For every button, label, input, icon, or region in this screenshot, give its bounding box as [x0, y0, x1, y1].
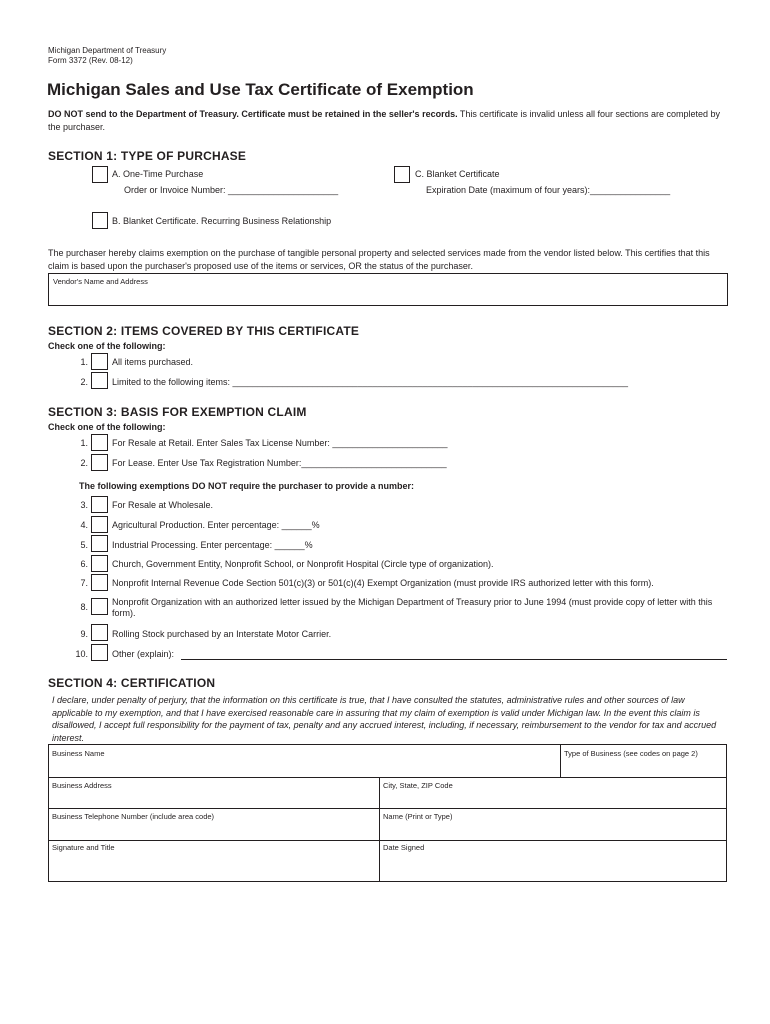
one-time-purchase-label: A. One-Time Purchase [112, 169, 204, 179]
item-number: 1. [80, 357, 88, 367]
sales-tax-license-field[interactable]: For Resale at Retail. Enter Sales Tax License Number: _______________________ [112, 438, 448, 448]
retention-notice-bold: DO NOT send to the Department of Treasury. Certificate must be retained in the seller's records. [48, 109, 458, 119]
all-items-label: All items purchased. [112, 357, 194, 367]
church-government-label: Church, Government Entity, Nonprofit School, or Nonprofit Hospital (Circle type of organization). [112, 559, 494, 569]
divider [48, 840, 727, 841]
item-number: 2. [80, 458, 88, 468]
resale-retail-checkbox[interactable] [91, 434, 108, 451]
agricultural-checkbox[interactable] [91, 516, 108, 533]
item-number: 4. [80, 520, 88, 530]
item-number: 6. [80, 559, 88, 569]
item-number: 10. [75, 649, 88, 659]
blanket-certificate-c-label: C. Blanket Certificate [415, 169, 500, 179]
certification-declaration: I declare, under penalty of perjury, that the information on this certificate is true, that I have consulted the statutes, administrative rules and other sources of law applicable to my exemption, and that I have exercised reasonable care in assuring that my claim of exemption is valid under Michigan law. In the event this claim is disallowed, I accept full responsibility for the payment of tax, penalty and any accrued interest, including, if necessary, reimbursement to the vendor for tax and accrued interest. [52, 695, 717, 743]
other-checkbox[interactable] [91, 644, 108, 661]
retention-notice-rest: This certificate is invalid unless all four sections are completed by the purchaser. [48, 109, 721, 132]
date-signed-field[interactable]: Date Signed [383, 843, 425, 852]
name-print-field[interactable]: Name (Print or Type) [383, 812, 453, 821]
nonprofit-irs-label: Nonprofit Internal Revenue Code Section 501(c)(3) or 501(c)(4) Exempt Organization (must provide IRS authorized letter with this form). [112, 578, 654, 588]
blanket-certificate-b-label: B. Blanket Certificate. Recurring Business Relationship [112, 216, 332, 226]
divider [48, 777, 727, 778]
lease-checkbox[interactable] [91, 454, 108, 471]
business-name-field[interactable]: Business Name [52, 749, 105, 758]
item-number: 3. [80, 500, 88, 510]
resale-wholesale-checkbox[interactable] [91, 496, 108, 513]
type-of-business-field[interactable]: Type of Business (see codes on page 2) [564, 749, 698, 758]
section2-heading: SECTION 2: ITEMS COVERED BY THIS CERTIFICATE [48, 324, 360, 338]
page-title: Michigan Sales and Use Tax Certificate of Exemption [47, 80, 474, 99]
use-tax-registration-field[interactable]: For Lease. Enter Use Tax Registration Number:_____________________________ [112, 458, 447, 468]
limited-items-checkbox[interactable] [91, 372, 108, 389]
industrial-checkbox[interactable] [91, 535, 108, 552]
item-number: 8. [80, 602, 88, 612]
item-number: 2. [80, 377, 88, 387]
business-address-field[interactable]: Business Address [52, 781, 112, 790]
blanket-certificate-c-checkbox[interactable] [394, 166, 410, 183]
one-time-purchase-checkbox[interactable] [92, 166, 108, 183]
item-number: 5. [80, 540, 88, 550]
signature-title-field[interactable]: Signature and Title [52, 843, 115, 852]
item-number: 7. [80, 578, 88, 588]
department-name: Michigan Department of Treasury [48, 46, 167, 55]
item-number: 9. [80, 629, 88, 639]
section3-check-one: Check one of the following: [48, 422, 166, 432]
section3-heading: SECTION 3: BASIS FOR EXEMPTION CLAIM [48, 405, 307, 419]
form-number: Form 3372 (Rev. 08-12) [48, 56, 133, 65]
all-items-checkbox[interactable] [91, 353, 108, 370]
divider [48, 808, 727, 809]
section2-check-one: Check one of the following: [48, 341, 166, 351]
divider [560, 744, 561, 777]
retention-notice [48, 108, 728, 134]
nonprofit-treasury-label: Nonprofit Organization with an authorized letter issued by the Michigan Department of Treasury prior to June 1994 (must provide copy of letter with this form). [112, 597, 713, 618]
vendor-name-address-label: Vendor's Name and Address [53, 277, 148, 286]
section1-heading: SECTION 1: TYPE OF PURCHASE [48, 149, 247, 163]
industrial-percentage-field[interactable]: Industrial Processing. Enter percentage: ______% [112, 540, 313, 550]
agricultural-percentage-field[interactable]: Agricultural Production. Enter percentage: ______% [112, 520, 320, 530]
rolling-stock-checkbox[interactable] [91, 624, 108, 641]
purchaser-claim-text: The purchaser hereby claims exemption on the purchase of tangible personal property and selected services made from the vendor listed below. This certifies that this claim is based upon the purchaser's proposed use of the items or services, OR the status of the purchaser. [48, 248, 710, 271]
no-number-note: The following exemptions DO NOT require the purchaser to provide a number: [79, 481, 415, 491]
rolling-stock-label: Rolling Stock purchased by an Interstate Motor Carrier. [112, 629, 332, 639]
nonprofit-treasury-checkbox[interactable] [91, 598, 108, 615]
limited-items-field[interactable]: Limited to the following items: _______________________________________________________________________________ [112, 377, 628, 387]
city-state-zip-field[interactable]: City, State, ZIP Code [383, 781, 453, 790]
blanket-certificate-b-checkbox[interactable] [92, 212, 108, 229]
section4-heading: SECTION 4: CERTIFICATION [48, 676, 216, 690]
other-explain-line[interactable] [181, 659, 727, 660]
church-government-checkbox[interactable] [91, 555, 108, 572]
item-number: 1. [80, 438, 88, 448]
expiration-date-field[interactable]: Expiration Date (maximum of four years):________________ [426, 185, 671, 195]
vendor-name-address-field[interactable] [48, 273, 728, 306]
nonprofit-irs-checkbox[interactable] [91, 574, 108, 591]
resale-wholesale-label: For Resale at Wholesale. [112, 500, 214, 510]
telephone-field[interactable]: Business Telephone Number (include area code) [52, 812, 215, 821]
other-explain-label: Other (explain): [112, 649, 175, 659]
divider [379, 777, 380, 882]
order-invoice-number-field[interactable]: Order or Invoice Number: ______________________ [124, 185, 339, 195]
